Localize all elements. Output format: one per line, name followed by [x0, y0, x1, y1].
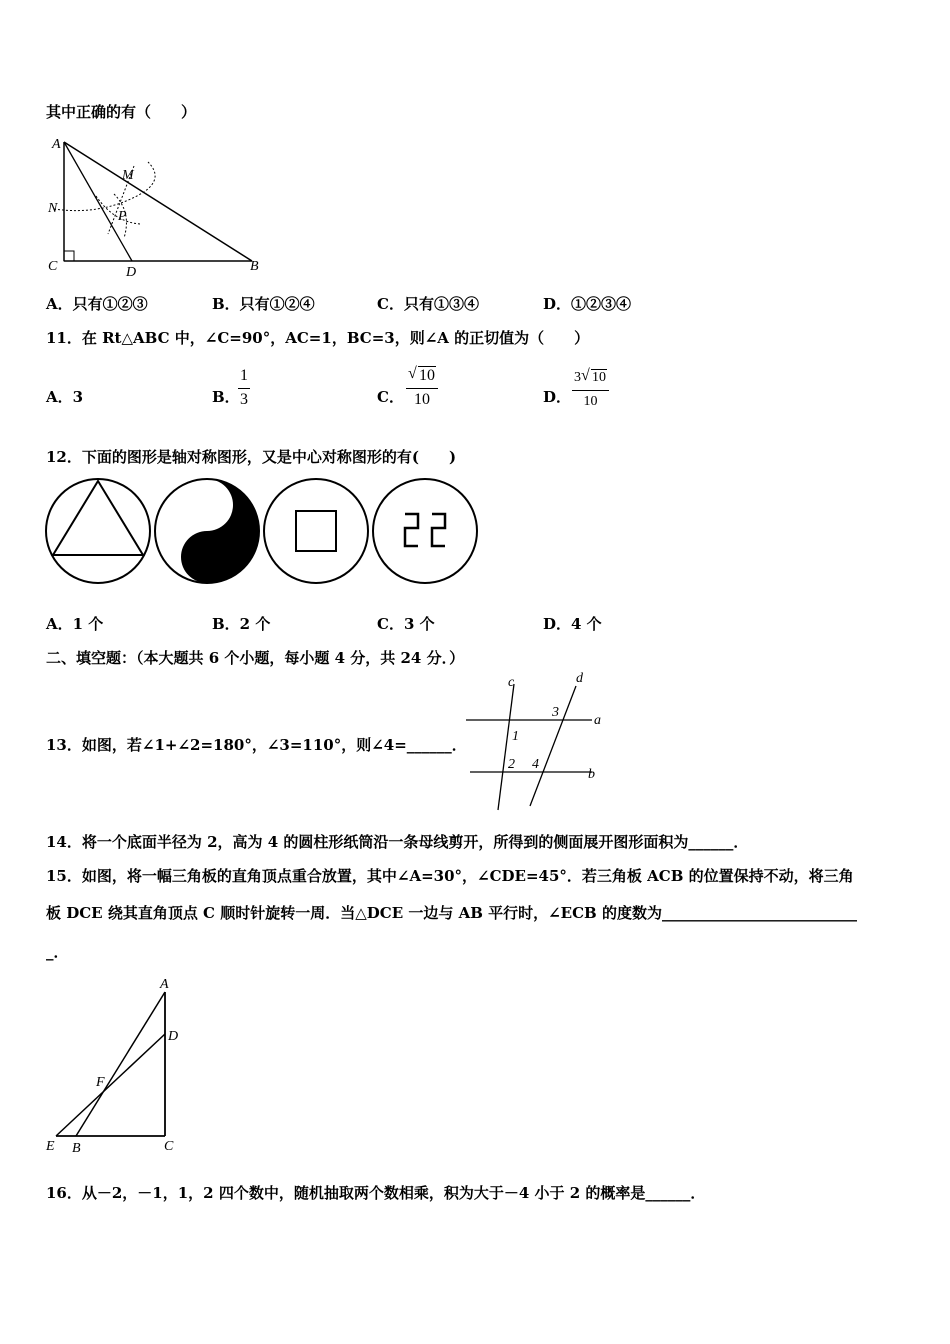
fig10-label-P: P [118, 209, 127, 224]
q12-figures [44, 476, 484, 588]
q15-line3: _． [46, 943, 69, 961]
q14-stem: 14．将一个底面半径为 2，高为 4 的圆柱形纸筒沿一条母线剪开，所得到的侧面展开图形面积为______． [46, 833, 749, 851]
q11-option-a-letter: A． [46, 388, 73, 406]
fig15-label-B: B [72, 1141, 81, 1156]
fig13-label-c: c [508, 675, 515, 690]
fig13-label-4: 4 [532, 757, 539, 772]
q10-option-c: C．只有①③④ [377, 295, 479, 313]
q12-option-b: B．2 个 [212, 615, 271, 633]
section2-heading: 二、填空题：（本大题共 6 个小题，每小题 4 分，共 24 分．） [46, 649, 465, 667]
fig10-label-C: C [48, 259, 58, 274]
sqrt-symbol: √ 10 [408, 365, 435, 384]
fraction-denominator: 10 [583, 394, 598, 409]
fig15-label-F: F [96, 1075, 105, 1090]
q12-option-c: C．3 个 [377, 615, 435, 633]
fig15-label-A: A [160, 977, 169, 992]
fig13-label-1: 1 [512, 729, 519, 744]
q11-option-b-fraction [238, 367, 250, 409]
figure-circle-with-pattern [373, 479, 477, 583]
fig10-label-B: B [250, 259, 259, 274]
q15-line1: 15．如图，将一幅三角板的直角顶点重合放置，其中∠A=30°，∠CDE=45°．若三角板 ACB 的位置保持不动，将三角 [46, 867, 854, 885]
fig13-label-b: b [588, 767, 595, 782]
q10-option-a: A．只有①②③ [46, 295, 148, 313]
figure-yin-yang [155, 479, 259, 583]
q11-option-c-letter: C． [377, 388, 404, 406]
fig13-label-3: 3 [552, 705, 559, 720]
q13-figure [462, 670, 612, 814]
q11-stem: 11．在 Rt△ABC 中，∠C=90°，AC=1，BC=3，则∠A 的正切值为（ ） [46, 329, 590, 347]
q11-option-d-letter: D． [543, 388, 572, 406]
q11-option-a-value: 3 [72, 388, 84, 406]
fig13-label-2: 2 [508, 757, 515, 772]
q10-option-b: B．只有①②④ [212, 295, 315, 313]
fig15-label-E: E [46, 1139, 55, 1154]
fig15-label-C: C [164, 1139, 174, 1154]
q12-option-d: D．4 个 [543, 615, 602, 633]
q10-option-d: D．①②③④ [543, 295, 632, 313]
fig13-label-a: a [594, 713, 601, 728]
q11-option-b-letter: B． [212, 388, 240, 406]
fig10-label-N: N [48, 201, 58, 216]
radicand: 10 [419, 367, 435, 384]
radicand: 10 [592, 370, 606, 385]
q15-figure [40, 974, 190, 1160]
fraction-numerator: 1 [240, 367, 248, 384]
q11-option-d-fraction [572, 369, 609, 411]
fig15-label-D: D [168, 1029, 179, 1044]
fig10-label-M: M [122, 168, 134, 183]
sqrt-symbol: √ 10 [581, 367, 606, 385]
fig10-label-A: A [52, 137, 61, 152]
q12-stem: 12．下面的图形是轴对称图形，又是中心对称图形的有( ) [46, 448, 457, 466]
coefficient: 3 [574, 370, 581, 385]
fig13-label-d: d [576, 671, 583, 686]
q10-stem: 其中正确的有（ ） [46, 103, 197, 121]
figure-circle-with-square [264, 479, 368, 583]
q16-stem: 16．从－2，－1，1，2 四个数中，随机抽取两个数相乘，积为大于－4 小于 2 的概率是______． [46, 1184, 706, 1202]
fraction-denominator: 10 [414, 391, 430, 408]
fraction-denominator: 3 [240, 391, 248, 408]
q10-figure [44, 134, 266, 280]
q12-option-a: A．1 个 [46, 615, 104, 633]
q15-line2: 板 DCE 绕其直角顶点 C 顺时针旋转一周．当△DCE 一边与 AB 平行时，∠ECB 的度数为__________________________ [46, 904, 857, 922]
figure-circle-with-triangle [46, 479, 150, 583]
q11-option-a [46, 387, 83, 407]
fig10-label-D: D [126, 265, 137, 280]
q11-option-c-fraction [406, 367, 438, 409]
q13-stem: 13．如图，若∠1+∠2=180°，∠3=110°，则∠4=______． [46, 736, 467, 754]
